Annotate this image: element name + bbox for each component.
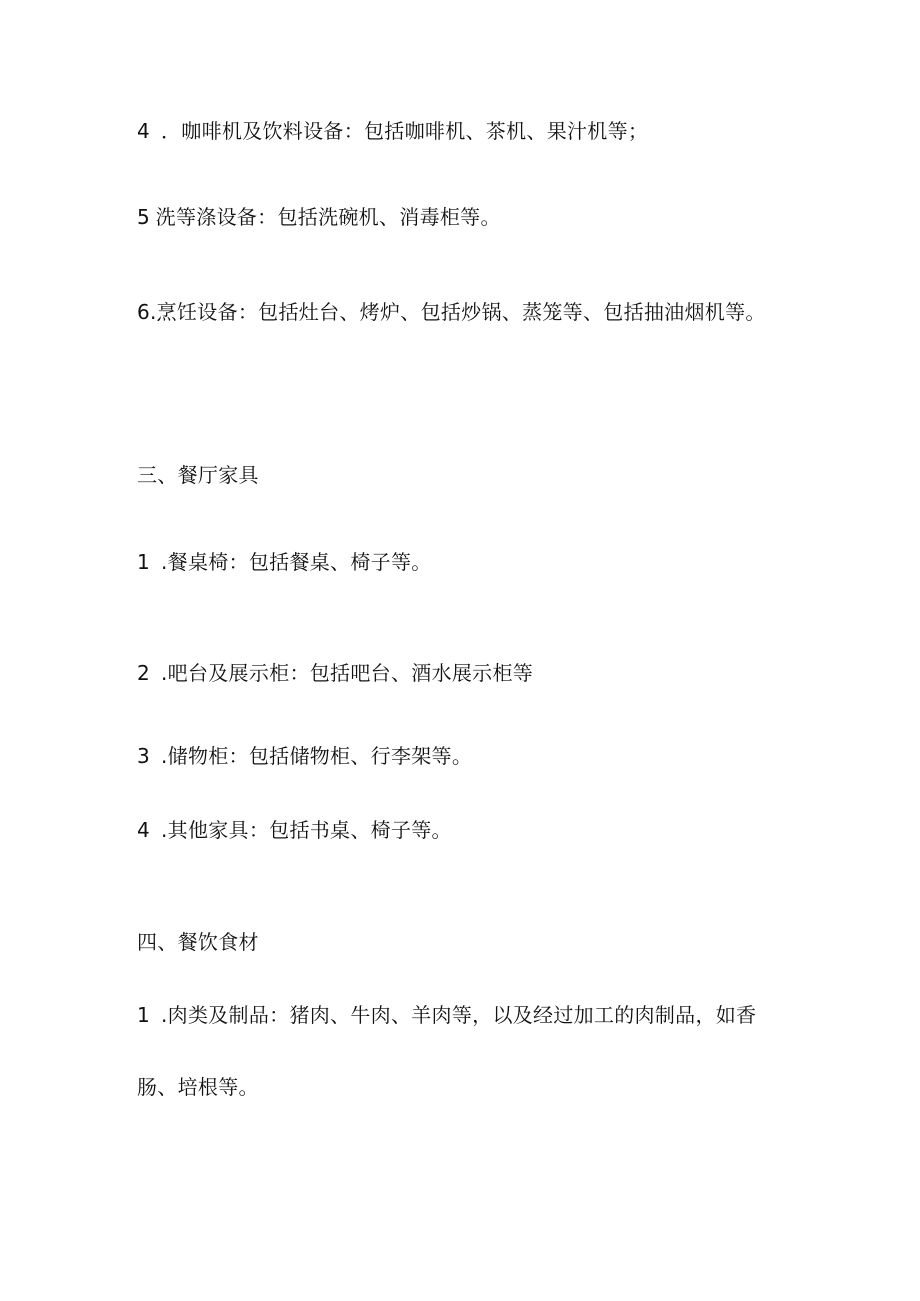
list-item-text: .其他家具：包括书桌、椅子等。 <box>161 818 452 842</box>
list-item-number: 1 <box>137 1003 151 1027</box>
list-item-text: .肉类及制品：猪肉、牛肉、羊肉等，以及经过加工的肉制品，如香 <box>161 1003 757 1027</box>
list-item-other-furniture <box>137 818 452 842</box>
list-item-bar-display <box>137 661 533 685</box>
list-item-number: 4 <box>137 818 151 842</box>
list-item-number: 2 <box>137 661 151 685</box>
list-item-text: 洗等涤设备：包括洗碗机、消毒柜等。 <box>155 205 501 229</box>
section-heading-text: 四、餐饮食材 <box>137 930 259 954</box>
list-item-text: 肠、培根等。 <box>137 1075 259 1099</box>
list-item-cooking-equipment <box>137 300 766 324</box>
list-item-meat-products <box>137 1003 756 1027</box>
list-item-text: ．咖啡机及饮料设备：包括咖啡机、茶机、果汁机等； <box>161 119 649 143</box>
list-item-number: 3 <box>137 744 151 768</box>
list-item-number: 1 <box>137 550 151 574</box>
list-item-text: 6.烹饪设备：包括灶台、烤炉、包括炒锅、蒸笼等、包括抽油烟机等。 <box>137 300 766 324</box>
list-item-meat-products-continued <box>137 1075 259 1099</box>
list-item-number: 4 <box>137 119 151 143</box>
section-heading-restaurant-furniture <box>137 463 259 487</box>
list-item-coffee-equipment <box>137 119 648 143</box>
list-item-washing-equipment <box>137 205 501 229</box>
section-heading-text: 三、餐厅家具 <box>137 463 259 487</box>
list-item-dining-tables <box>137 550 432 574</box>
list-item-text: .储物柜：包括储物柜、行李架等。 <box>161 744 473 768</box>
list-item-storage-cabinet <box>137 744 472 768</box>
list-item-text: .吧台及展示柜：包括吧台、酒水展示柜等 <box>161 661 534 685</box>
list-item-number: 5 <box>137 205 151 229</box>
section-heading-food-ingredients <box>137 930 259 954</box>
list-item-text: .餐桌椅：包括餐桌、椅子等。 <box>161 550 432 574</box>
